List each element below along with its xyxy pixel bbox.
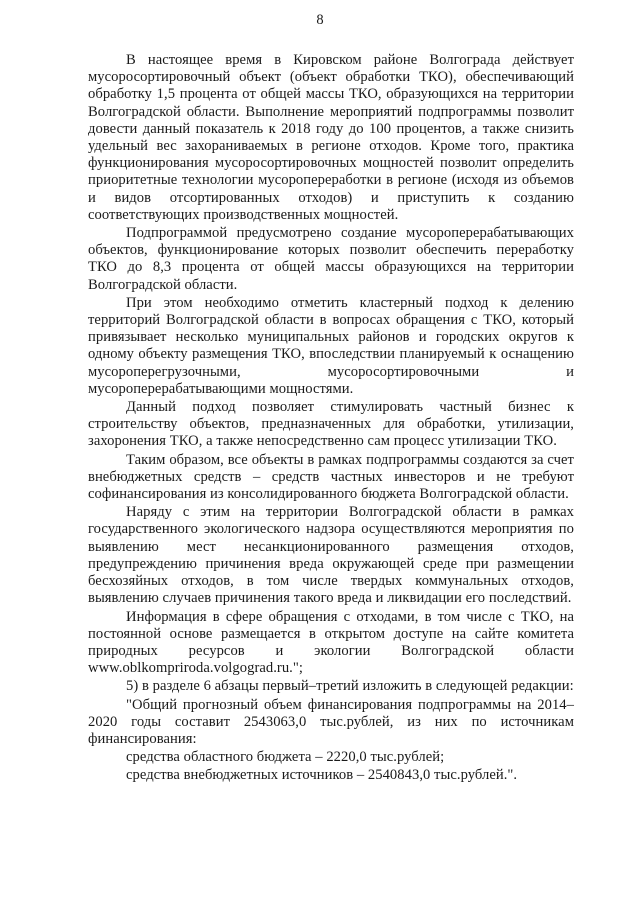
paragraph-public-information: Информация в сфере обращения с отходами, в том числе с ТКО, на постоянной основе размещается в открытом доступе на сайте комитета природных ресурсов и экологии Волгоградской области www.oblkompriroda.volgograd.ru."; bbox=[88, 608, 574, 677]
paragraph-total-financing: "Общий прогнозный объем финансирования подпрограммы на 2014–2020 годы составит 2543063,0 тыс.рублей, из них по источникам финансирования: bbox=[88, 696, 574, 747]
paragraph-section-6-amendment: 5) в разделе 6 абзацы первый–третий изложить в следующей редакции: bbox=[126, 678, 574, 695]
page-number: 8 bbox=[316, 12, 324, 28]
paragraph-cluster-approach: При этом необходимо отметить кластерный подход к делению территорий Волгоградской области в вопросах обращения с ТКО, который привязывает несколько муниципальных районов и городских округов к одному объекту размещения ТКО, впоследствии планируемый к оснащению мусороперегрузочными, мусоросортировочными и мусороперерабатывающими мощностями. bbox=[88, 294, 574, 397]
paragraph-sorting-facility: В настоящее время в Кировском районе Волгограда действует мусоросортировочный объект (объект обработки ТКО), обеспечивающий обработку 1,5 процента от общей массы ТКО, образующихся на территории Волгоградской области. Выполнение мероприятий подпрограммы позволит довести данный показатель к 2018 году до 100 процентов, а также снизить удельный вес захораниваемых в регионе отходов. Кроме того, практика функционирования мусоросортировочных мощностей позволит определить приоритетные технологии мусоропереработки в регионе (исходя из объемов и видов отсортированных отходов) и приступить к созданию соответствующих производственных мощностей. bbox=[88, 52, 574, 223]
document-body bbox=[88, 52, 574, 785]
paragraph-ecological-supervision: Наряду с этим на территории Волгоградской области в рамках государственного экологического надзора осуществляются мероприятия по выявлению мест несанкционированного размещения отходов, предупреждению причинения вреда окружающей среде при размещении бесхозяйных отходов, в том числе твердых коммунальных отходов, выявлению случаев причинения такого вреда и ликвидации его последствий. bbox=[88, 504, 574, 607]
paragraph-regional-budget: средства областного бюджета – 2220,0 тыс.рублей; bbox=[126, 749, 445, 766]
paragraph-business-stimulus: Данный подход позволяет стимулировать частный бизнес к строительству объектов, предназначенных для обработки, утилизации, захоронения ТКО, а также непосредственно сам процесс утилизации ТКО. bbox=[88, 399, 574, 450]
paragraph-extrabudgetary-sources: средства внебюджетных источников – 2540843,0 тыс.рублей.". bbox=[126, 767, 518, 784]
paragraph-private-funding: Таким образом, все объекты в рамках подпрограммы создаются за счет внебюджетных средств – средств частных инвесторов и не требуют софинансирования из консолидированного бюджета Волгоградской области. bbox=[88, 451, 574, 503]
paragraph-processing-facilities: Подпрограммой предусмотрено создание мусороперерабатывающих объектов, функционирование которых позволит обеспечить переработку ТКО до 8,3 процента от общей массы образующихся на территории Волгоградской области. bbox=[88, 225, 574, 293]
